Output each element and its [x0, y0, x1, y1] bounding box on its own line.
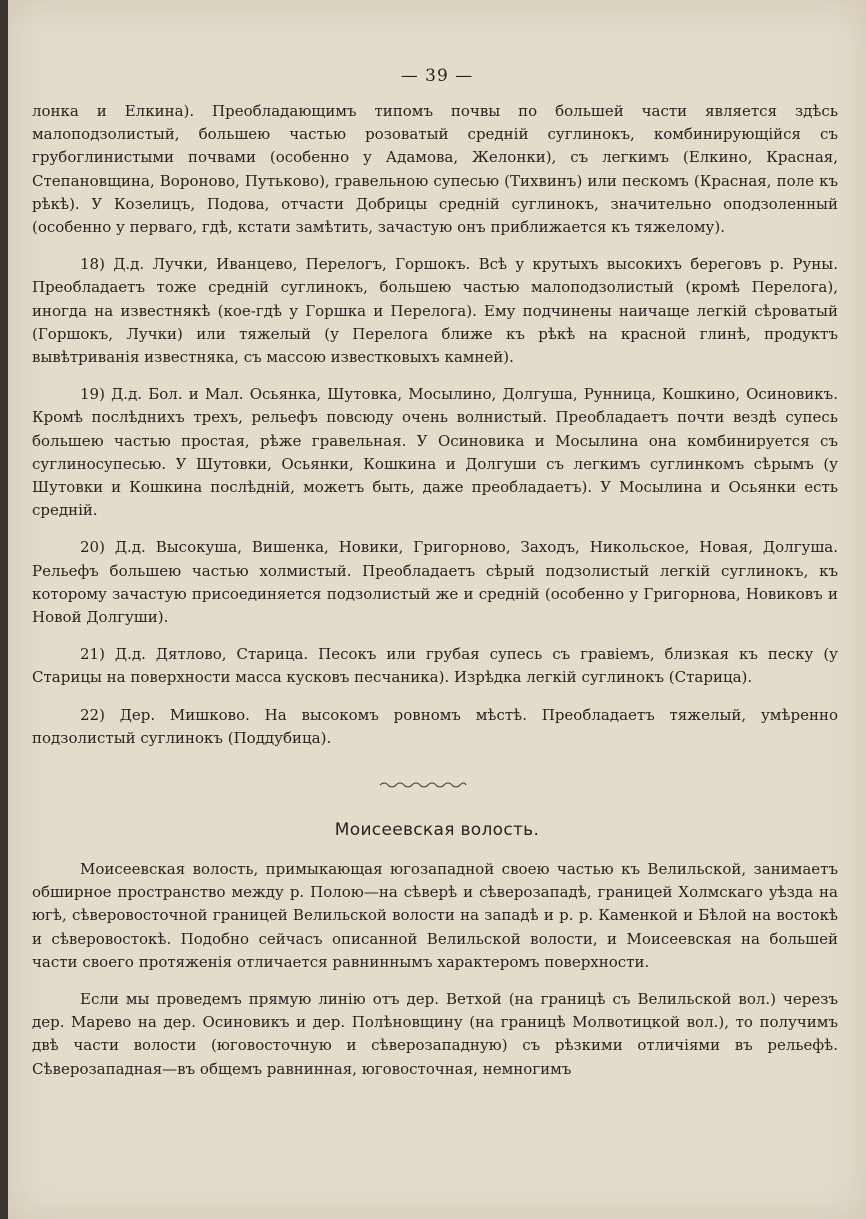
section-paragraph-1: Моисеевская волость, примыкающая югозападной своею частью къ Велильской, занимаетъ обширное пространство между р. Полою—на сѣверѣ и сѣверозападѣ, границей Холмскагo уѣзда на югѣ, сѣверовосточной границей Велильской волости на западѣ и р. р. Каменкой и Бѣлой на востокѣ и сѣверовостокѣ. Подобно сейчасъ описанной Велильской волости, и Моисеевская на большей части своего протяженiя отличается равниннымъ характеромъ поверхности. — [32, 860, 838, 971]
paragraph-20: 20) Д.д. Высокуша, Вишенка, Новики, Григорново, Заходъ, Никольское, Новая, Долгуша. Рельефъ большею частью холмистый. Преобладаетъ сѣрый подзолистый легкiй суглинокъ, къ которому зачастую присоединяется подзолистый же и среднiй (особенно у Григорнова, Новиковъ и Новой Долгуши). — [32, 538, 838, 627]
paragraph-18: 18) Д.д. Лучки, Иванцево, Перелогъ, Горшокъ. Всѣ у крутыхъ высокихъ береговъ р. Руны. Преобладаетъ тоже среднiй суглинокъ, большею частью малоподзолистый (кромѣ Перелога), иногда на известнякѣ (кое-гдѣ у Горшка и Перелога). Ему подчинены наичаще легкiй сѣроватый (Горшокъ, Лучки) или тяжелый (у Перелога ближе къ рѣкѣ на красной глинѣ, продуктъ вывѣтриванiя известняка, съ массою известковыхъ камней). — [32, 255, 838, 367]
page-number: — 39 — — [400, 66, 474, 86]
lower-text-block — [32, 858, 838, 1095]
section-paragraph-2: Если мы проведемъ прямую линiю отъ дер. Ветхой (на границѣ съ Велильской вол.) черезъ дер. Марево на дер. Осиновикъ и дер. Полѣновщину (на границѣ Молвотицкой вол.), то получимъ двѣ части волости (юговосточную и сѣверозападную) съ рѣзкими отличiями въ рельефѣ. Сѣверозападная—въ общемъ равнинная, юговосточная, немногимъ — [32, 990, 838, 1078]
document-page — [8, 0, 866, 1219]
paragraph-22: 22) Дер. Мишково. На высокомъ ровномъ мѣстѣ. Преобладаетъ тяжелый, умѣренно подзолистый суглинокъ (Поддубица). — [32, 705, 838, 747]
paragraph-19: 19) Д.д. Бол. и Мал. Осьянка, Шутовка, Мосылино, Долгуша, Рунница, Кошкино, Осиновикъ. Кромѣ послѣднихъ трехъ, рельефъ повсюду очень волнистый. Преобладаетъ почти вездѣ супесь большею частью простая, рѣже гравельная. У Осиновика и Мосылина она комбинируется съ суглиносупесью. У Шутовки, Осьянки, Кошкина и Долгуши съ легкимъ суглинкомъ сѣрымъ (у Шутовки и Кошкина послѣднiй, можетъ быть, даже преобладаетъ). У Мосылина и Осьянки есть среднiй. — [32, 385, 838, 520]
paragraph-continuation: лонка и Елкина). Преобладающимъ типомъ почвы по большей части является здѣсь малоподзолистый, большею частью розоватый среднiй суглинокъ, комбинирующiйся съ грубоглинистыми почвами (особенно у Адамова, Желонки), съ легкимъ (Елкино, Красная, Степановщина, Вороново, Путьково), гравельною супесью (Тихвинъ) или пескомъ (Красная, поле къ рѣкѣ). У Козелицъ, Подова, отчасти Добрицы среднiй суглинокъ, значительно оподзоленный (особенно у перваго, гдѣ, кстати замѣтить, зачастую онъ приближается къ тяжелому). — [32, 102, 838, 237]
wavy-divider-icon — [378, 780, 468, 790]
upper-text-block — [32, 100, 838, 764]
section-heading: Моисеевская волость. — [334, 820, 540, 840]
paragraph-21: 21) Д.д. Дятлово, Старица. Песокъ или грубая супесь съ гравiемъ, близкая къ песку (у Старицы на поверхности масса кусковъ песчаника). Изрѣдка легкiй суглинокъ (Старица). — [32, 645, 838, 687]
